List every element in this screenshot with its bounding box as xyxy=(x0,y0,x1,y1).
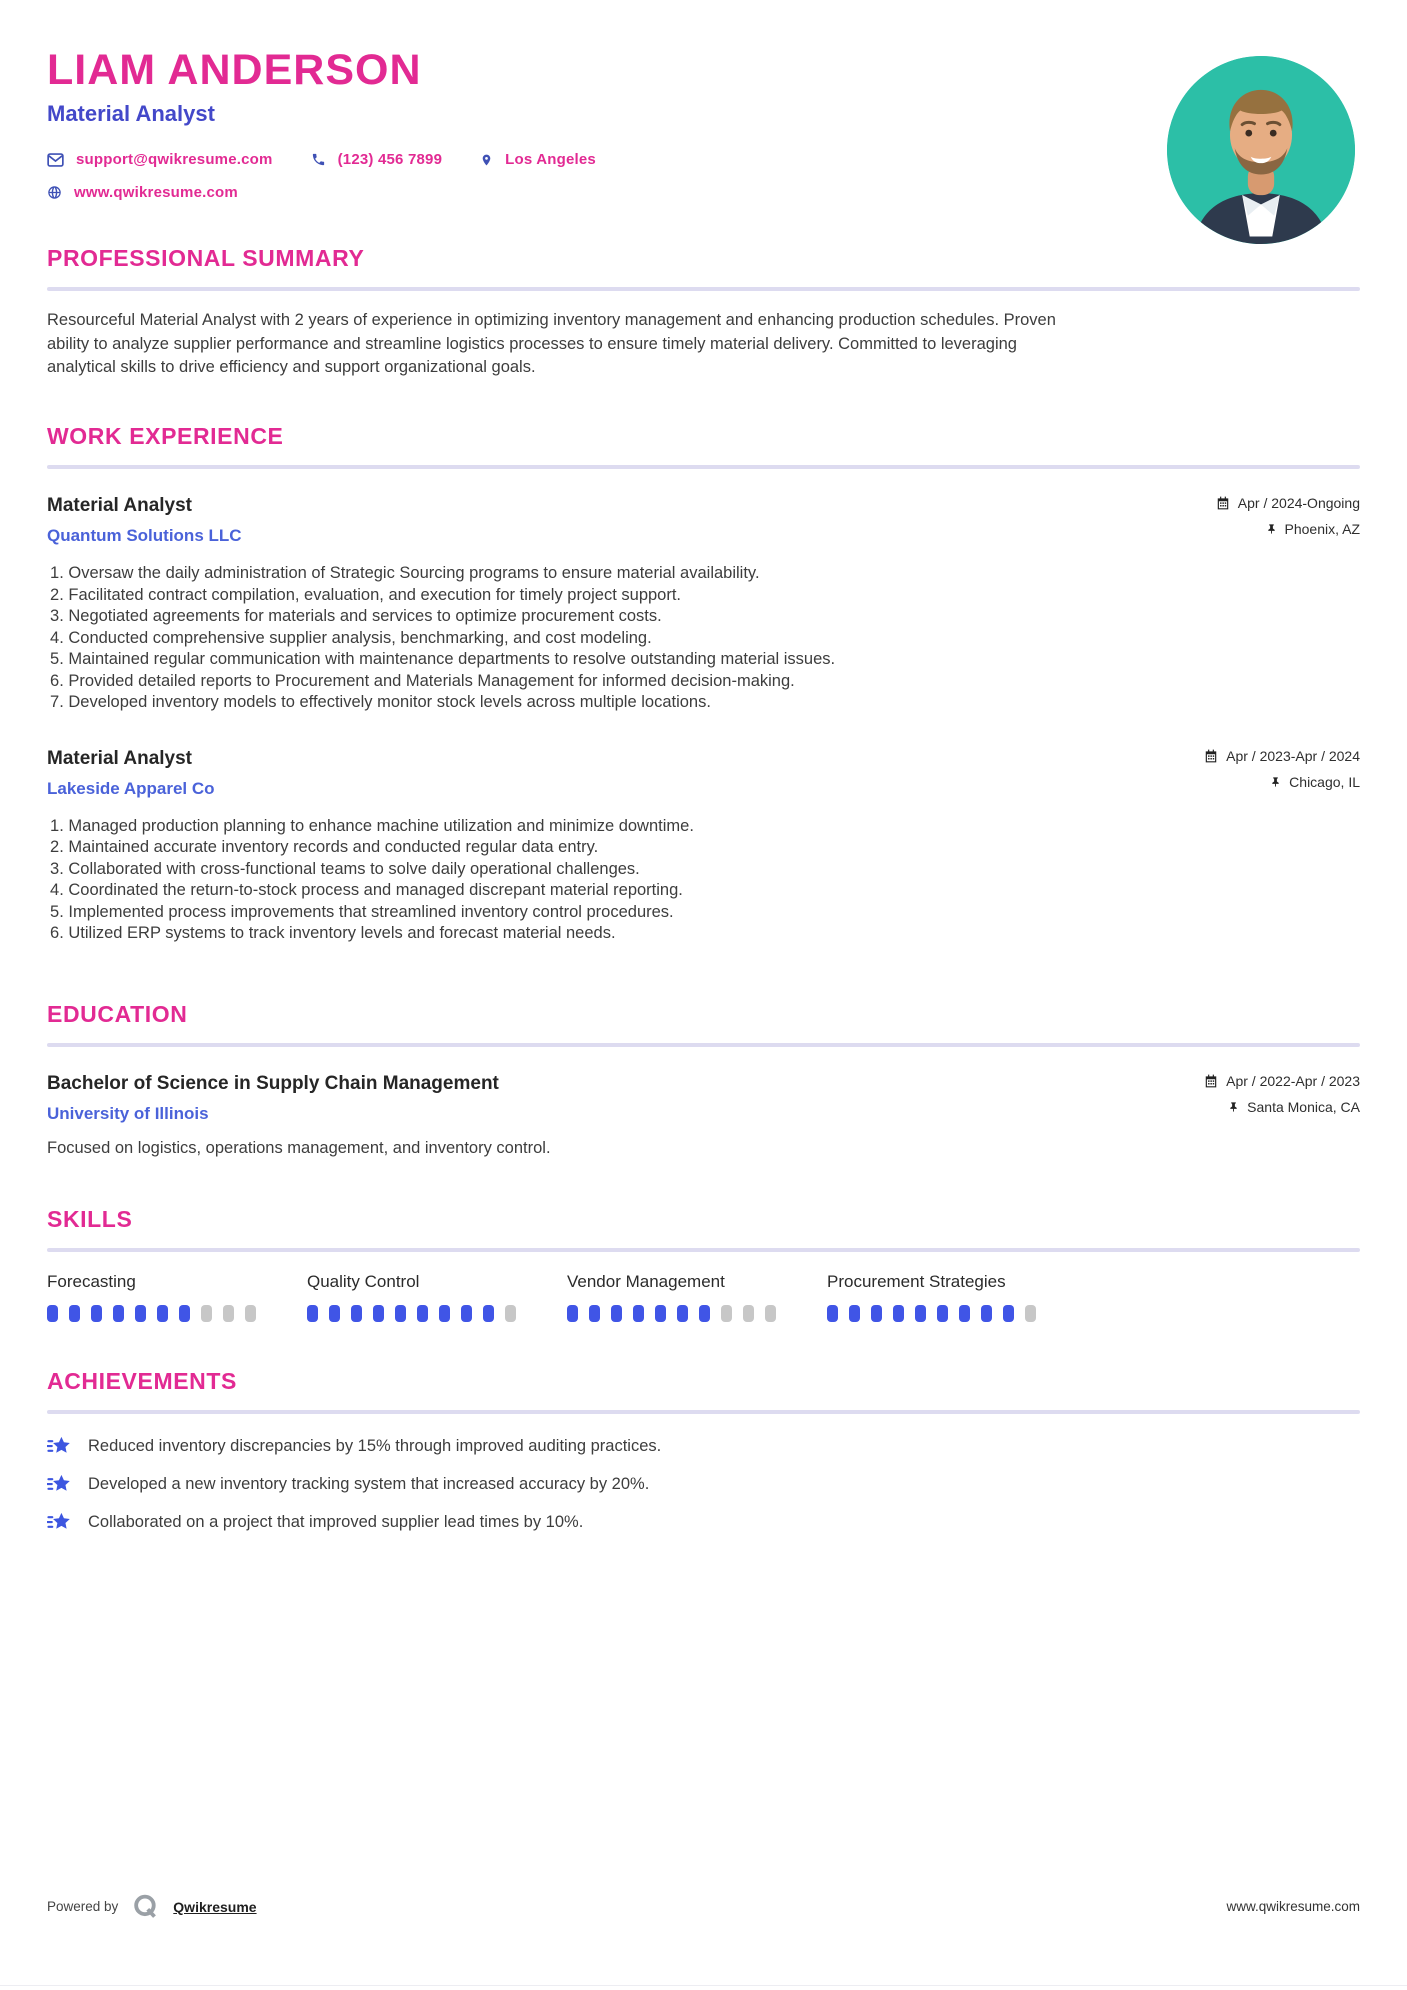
contact-email[interactable] xyxy=(47,151,273,168)
contact-info xyxy=(47,151,1360,201)
calendar-icon xyxy=(1204,1074,1218,1088)
pushpin-icon xyxy=(1270,775,1281,789)
section-divider xyxy=(47,1410,1360,1414)
company-link[interactable]: Quantum Solutions LLC xyxy=(47,526,242,546)
skill-dot xyxy=(981,1305,992,1322)
job-bullet: Conducted comprehensive supplier analysis, benchmarking, and cost modeling. xyxy=(68,628,652,647)
skills-heading: SKILLS xyxy=(47,1205,133,1232)
job-bullet: Oversaw the daily administration of Strategic Sourcing programs to ensure material availability. xyxy=(68,564,760,583)
skill-dot xyxy=(1003,1305,1014,1322)
section-skills xyxy=(47,1206,1360,1322)
job-bullet: Implemented process improvements that streamlined inventory control procedures. xyxy=(68,902,674,921)
job-bullet: Managed production planning to enhance machine utilization and minimize downtime. xyxy=(68,816,694,835)
skill-dot xyxy=(849,1305,860,1322)
pushpin-icon xyxy=(1266,522,1277,536)
skill-dot xyxy=(633,1305,644,1322)
job-bullet: Facilitated contract compilation, evaluation, and execution for timely project support. xyxy=(68,585,682,604)
job-title: Material Analyst xyxy=(47,495,193,517)
job-title: Material Analyst xyxy=(47,747,193,769)
phone-text: (123) 456 7899 xyxy=(337,151,443,169)
skill-quality-control xyxy=(307,1272,567,1322)
resume-header xyxy=(47,48,1360,201)
skill-dot xyxy=(765,1305,776,1322)
company-link[interactable]: Lakeside Apparel Co xyxy=(47,778,215,798)
contact-website[interactable] xyxy=(47,184,238,201)
person-job-title: Material Analyst xyxy=(47,101,215,127)
skill-dot xyxy=(505,1305,516,1322)
work-entry-2 xyxy=(47,748,1360,945)
job-bullet: Maintained accurate inventory records and conducted regular data entry. xyxy=(68,838,599,857)
page-edge-line xyxy=(0,1985,1407,1986)
degree-title: Bachelor of Science in Supply Chain Management xyxy=(47,1072,499,1094)
skill-dot xyxy=(937,1305,948,1322)
job-dates-text: Apr / 2024-Ongoing xyxy=(1237,495,1360,512)
summary-heading: PROFESSIONAL SUMMARY xyxy=(47,245,365,272)
education-heading: EDUCATION xyxy=(47,1000,188,1027)
skill-dot xyxy=(699,1305,710,1322)
job-bullet: Coordinated the return-to-stock process and managed discrepant material reporting. xyxy=(68,881,683,900)
summary-text: Resourceful Material Analyst with 2 years of experience in optimizing inventory management and enhancing production schedules. Proven ability to analyze supplier performance and streamline logistics processes to ensure timely material delivery. Committed to leveraging analytical skills to drive efficiency and support organizational goals. xyxy=(47,311,1056,376)
location-text: Los Angeles xyxy=(505,151,596,169)
skill-dot xyxy=(113,1305,124,1322)
school-link[interactable]: University of Illinois xyxy=(47,1103,209,1123)
skill-dot xyxy=(677,1305,688,1322)
skill-dot xyxy=(743,1305,754,1322)
skill-dot xyxy=(307,1305,318,1322)
email-icon xyxy=(47,153,64,167)
section-professional-summary xyxy=(47,245,1360,379)
skill-label: Procurement Strategies xyxy=(827,1271,1006,1291)
skill-dot xyxy=(1025,1305,1036,1322)
achievements-heading: ACHIEVEMENTS xyxy=(47,1367,237,1394)
footer-website: www.qwikresume.com xyxy=(1226,1899,1360,1914)
achievement-item xyxy=(47,1472,1360,1497)
work-heading: WORK EXPERIENCE xyxy=(47,423,284,450)
job-dates xyxy=(1204,748,1360,764)
shooting-star-icon xyxy=(47,1434,72,1459)
skill-dot xyxy=(871,1305,882,1322)
email-text: support@qwikresume.com xyxy=(76,151,273,169)
skill-level-dots xyxy=(827,1305,1087,1322)
skill-dot xyxy=(417,1305,428,1322)
skill-label: Vendor Management xyxy=(567,1271,725,1291)
skill-dot xyxy=(91,1305,102,1322)
skill-dot xyxy=(47,1305,58,1322)
calendar-icon xyxy=(1216,496,1230,510)
skill-dot xyxy=(223,1305,234,1322)
profile-photo xyxy=(1167,56,1355,244)
contact-phone[interactable] xyxy=(311,151,443,168)
powered-by-label: Powered by xyxy=(47,1899,119,1914)
page-footer xyxy=(47,1893,1360,1920)
globe-icon xyxy=(47,185,62,200)
job-bullet-list xyxy=(50,816,1360,945)
location-pin-icon xyxy=(480,152,493,168)
education-location-text: Santa Monica, CA xyxy=(1247,1098,1360,1115)
job-dates xyxy=(1216,495,1360,511)
skill-dot xyxy=(157,1305,168,1322)
skill-dot xyxy=(461,1305,472,1322)
skill-dot xyxy=(655,1305,666,1322)
education-entry xyxy=(47,1073,1360,1158)
section-divider xyxy=(47,465,1360,469)
skill-level-dots xyxy=(307,1305,567,1322)
skill-dot xyxy=(351,1305,362,1322)
skill-dot xyxy=(893,1305,904,1322)
job-bullet-list xyxy=(50,563,1360,714)
achievement-text: Reduced inventory discrepancies by 15% through improved auditing practices. xyxy=(88,1436,662,1455)
achievement-item xyxy=(47,1434,1360,1459)
phone-icon xyxy=(311,152,326,167)
job-bullet: Developed inventory models to effectively monitor stock levels across multiple locations. xyxy=(68,693,711,712)
calendar-icon xyxy=(1204,749,1218,763)
skill-dot xyxy=(721,1305,732,1322)
section-divider xyxy=(47,287,1360,291)
achievement-text: Developed a new inventory tracking system that increased accuracy by 20%. xyxy=(88,1474,650,1493)
skill-dot xyxy=(135,1305,146,1322)
work-entry-1 xyxy=(47,495,1360,714)
skill-dot xyxy=(179,1305,190,1322)
shooting-star-icon xyxy=(47,1472,72,1497)
shooting-star-icon xyxy=(47,1510,72,1535)
qwikresume-logo-icon xyxy=(132,1893,159,1920)
skill-dot xyxy=(69,1305,80,1322)
pushpin-icon xyxy=(1228,1100,1239,1114)
job-bullet: Provided detailed reports to Procurement and Materials Management for informed decision-making. xyxy=(68,671,795,690)
skill-dot xyxy=(589,1305,600,1322)
education-location xyxy=(1204,1099,1360,1115)
education-dates xyxy=(1204,1073,1360,1089)
achievement-item xyxy=(47,1510,1360,1535)
section-education xyxy=(47,1001,1360,1158)
section-divider xyxy=(47,1248,1360,1252)
job-location xyxy=(1216,521,1360,537)
skill-level-dots xyxy=(47,1305,307,1322)
job-location-text: Chicago, IL xyxy=(1289,773,1360,790)
skill-dot xyxy=(567,1305,578,1322)
qwikresume-link[interactable]: Qwikresume xyxy=(173,1898,257,1915)
skill-dot xyxy=(611,1305,622,1322)
job-bullet: Negotiated agreements for materials and services to optimize procurement costs. xyxy=(68,607,662,626)
skill-level-dots xyxy=(567,1305,827,1322)
skills-grid xyxy=(47,1272,1360,1322)
skill-dot xyxy=(827,1305,838,1322)
skill-dot xyxy=(959,1305,970,1322)
achievements-list xyxy=(47,1434,1360,1535)
skill-dot xyxy=(329,1305,340,1322)
skill-dot xyxy=(373,1305,384,1322)
person-name: LIAM ANDERSON xyxy=(47,46,422,94)
job-bullet: Maintained regular communication with maintenance departments to resolve outstanding material issues. xyxy=(68,650,836,669)
skill-vendor-management xyxy=(567,1272,827,1322)
profile-photo-illustration xyxy=(1167,56,1355,244)
skill-procurement-strategies xyxy=(827,1272,1087,1322)
job-location-text: Phoenix, AZ xyxy=(1284,521,1360,538)
job-dates-text: Apr / 2023-Apr / 2024 xyxy=(1226,747,1360,764)
skill-dot xyxy=(439,1305,450,1322)
skill-forecasting xyxy=(47,1272,307,1322)
skill-dot xyxy=(915,1305,926,1322)
job-bullet: Utilized ERP systems to track inventory levels and forecast material needs. xyxy=(68,924,616,943)
skill-dot xyxy=(483,1305,494,1322)
website-text: www.qwikresume.com xyxy=(74,184,238,202)
skill-dot xyxy=(201,1305,212,1322)
section-achievements xyxy=(47,1368,1360,1535)
contact-location xyxy=(480,151,596,168)
job-location xyxy=(1204,774,1360,790)
skill-dot xyxy=(245,1305,256,1322)
achievement-text: Collaborated on a project that improved supplier lead times by 10%. xyxy=(88,1512,584,1531)
contact-row-1 xyxy=(47,151,1360,168)
education-dates-text: Apr / 2022-Apr / 2023 xyxy=(1226,1072,1360,1089)
section-work-experience xyxy=(47,423,1360,945)
contact-row-2 xyxy=(47,184,1360,201)
education-note: Focused on logistics, operations management, and inventory control. xyxy=(47,1138,551,1157)
skill-label: Quality Control xyxy=(307,1271,420,1291)
job-bullet: Collaborated with cross-functional teams to solve daily operational challenges. xyxy=(68,859,640,878)
skill-label: Forecasting xyxy=(47,1271,136,1291)
skill-dot xyxy=(395,1305,406,1322)
section-divider xyxy=(47,1043,1360,1047)
